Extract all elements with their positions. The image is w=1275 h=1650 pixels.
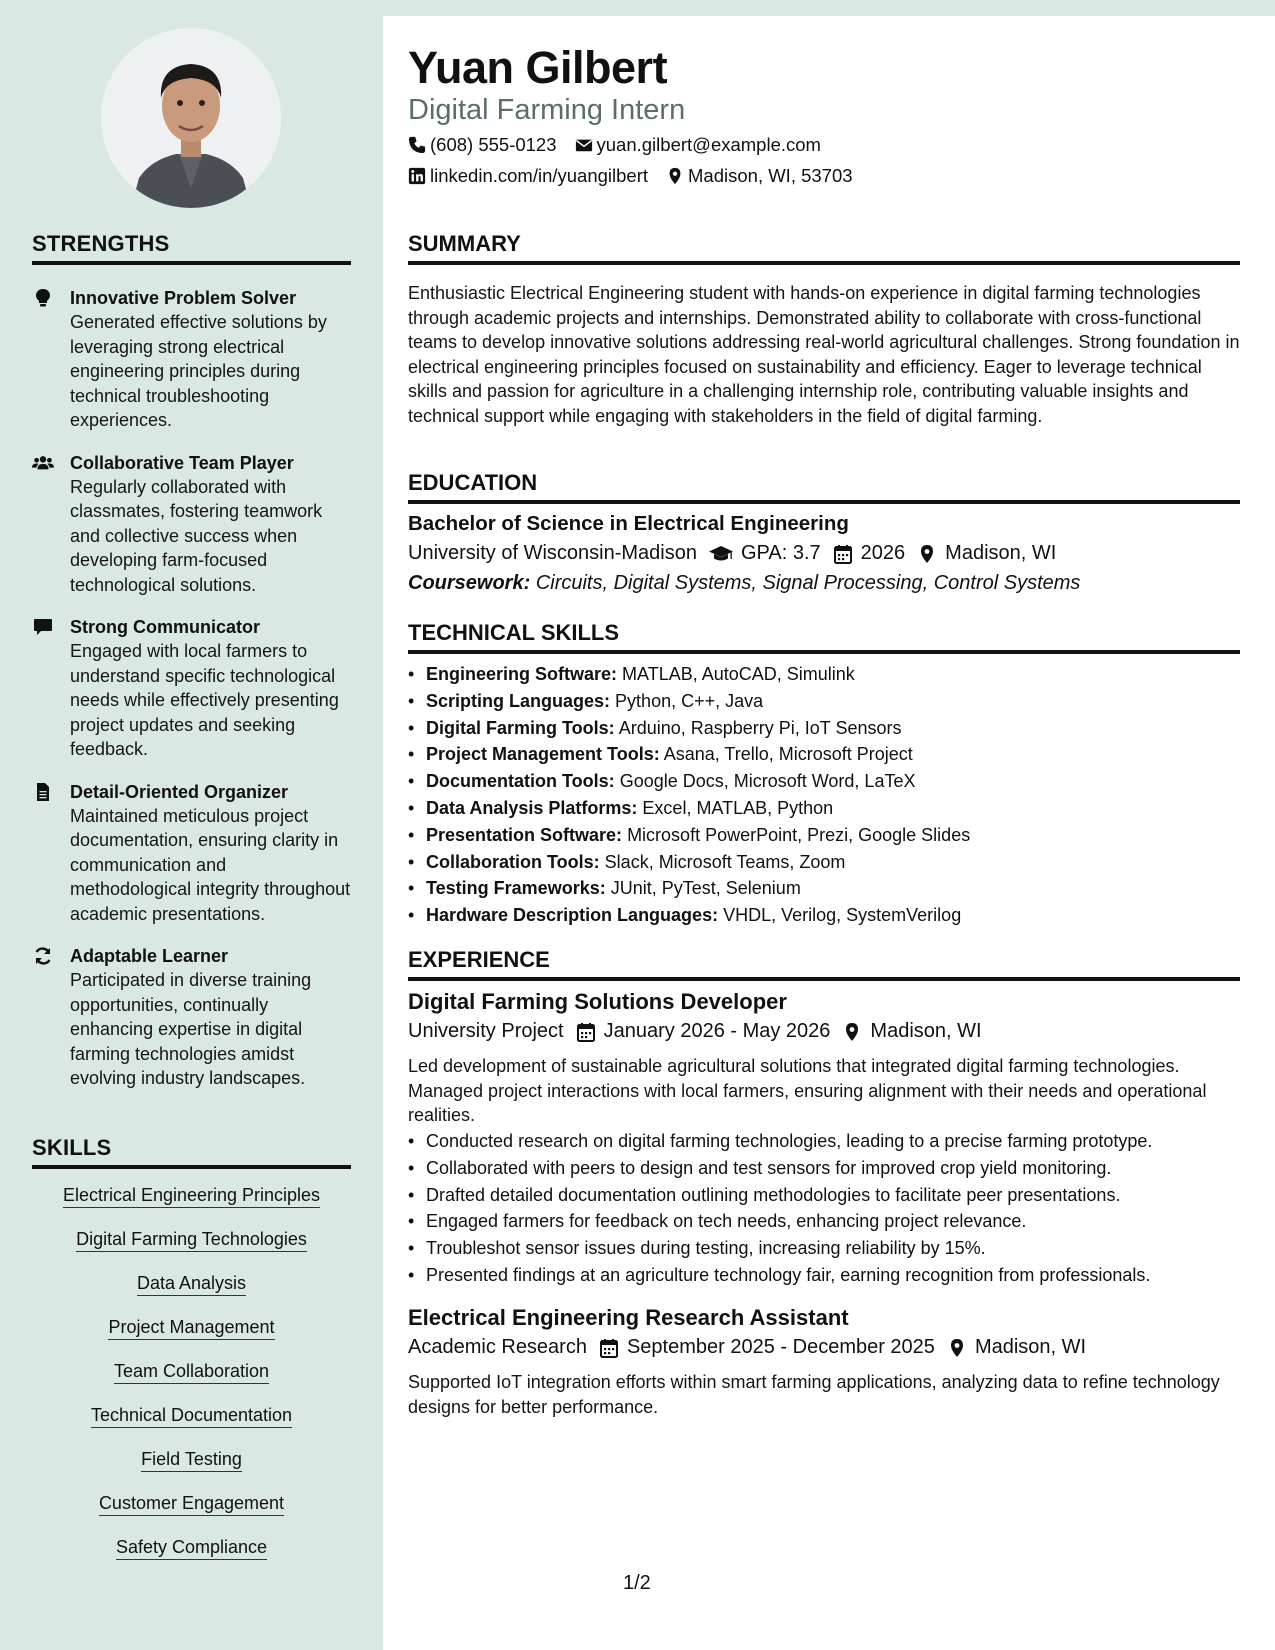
sidebar: [0, 0, 383, 1650]
map-pin-icon: [842, 1022, 862, 1042]
job-org: University Project: [408, 1020, 564, 1042]
strength-description: Generated effective solutions by leveraging strong electrical engineering principles during technical troubleshooting experiences.: [70, 312, 327, 430]
summary-title: SUMMARY: [408, 231, 1240, 265]
job-summary: Supported IoT integration efforts within smart farming applications, analyzing data to refine technology designs for better performance.: [408, 1372, 1220, 1417]
degree: Bachelor of Science in Electrical Engineering: [408, 512, 849, 535]
strength-item: [32, 780, 351, 927]
calendar-icon: [599, 1338, 619, 1358]
page-number: 1/2: [623, 1572, 651, 1594]
job-title: Electrical Engineering Research Assistant: [408, 1305, 849, 1330]
job-bullet: • Engaged farmers for feedback on tech needs, enhancing project relevance.: [408, 1208, 1240, 1235]
email-contact[interactable]: [575, 134, 821, 156]
strength-description: Participated in diverse training opportunities, continually enhancing expertise in digital farming technologies amidst evolving industry landscapes.: [70, 970, 312, 1088]
tech-skill-item: • Digital Farming Tools: Arduino, Raspberry Pi, IoT Sensors: [408, 715, 1240, 742]
skill-tag: Technical Documentation: [91, 1403, 292, 1428]
strength-title: Innovative Problem Solver: [70, 288, 297, 308]
map-pin-icon: [947, 1338, 967, 1358]
strength-title: Detail-Oriented Organizer: [70, 781, 289, 802]
linkedin-contact[interactable]: [408, 165, 648, 187]
strength-item: [32, 944, 351, 1091]
strength-title: Strong Communicator: [70, 617, 261, 637]
contact-row-1: [408, 134, 839, 156]
technical-skills-title: TECHNICAL SKILLS: [408, 620, 1240, 654]
job-dates: September 2025 - December 2025: [626, 1336, 935, 1358]
job-dates-item: [576, 1020, 831, 1043]
tech-skill-item: • Engineering Software: MATLAB, AutoCAD, Simulink: [408, 661, 1240, 688]
edu-location-item: [917, 542, 1056, 565]
envelope-icon: [575, 136, 593, 154]
phone-text: (608) 555-0123: [430, 134, 557, 155]
job-location-item: [947, 1336, 1086, 1359]
strength-description: Regularly collaborated with classmates, fostering teamwork and collective success when developing farm-focused technological solutions.: [70, 476, 323, 595]
job-dates-item: [599, 1336, 935, 1359]
summary-text: Enthusiastic Electrical Engineering student with hands-on experience in digital farming technologies through academic projects and internships. Demonstrated ability to collaborate with cross-functional teams to develop innovative solutions addressing real-world agricultural challenges. Strong foundation in electrical engineering principles focused on sustainability and efficiency. Eager to leverage technical skills and passion for agriculture in a challenging internship role, contributing valuable insights and technical support while engaging with stakeholders in the field of digital farming.: [408, 283, 1240, 426]
job-bullet: • Drafted detailed documentation outlining methodologies to facilitate peer presentations.: [408, 1182, 1240, 1209]
job-bullet: • Presented findings at an agriculture technology fair, earning recognition from professionals.: [408, 1262, 1240, 1289]
tech-skill-item: • Data Analysis Platforms: Excel, MATLAB, Python: [408, 795, 1240, 822]
users-icon: [32, 451, 70, 598]
job-location: Madison, WI: [870, 1020, 982, 1042]
calendar-icon: [833, 544, 853, 564]
tech-skill-item: • Testing Frameworks: JUnit, PyTest, Selenium: [408, 875, 1240, 902]
experience-title: EXPERIENCE: [408, 947, 1240, 981]
skills-title: SKILLS: [32, 1135, 351, 1169]
skill-tag: Field Testing: [141, 1447, 242, 1472]
candidate-name: Yuan Gilbert: [408, 42, 668, 93]
strength-item: [32, 615, 351, 762]
profile-photo: [101, 28, 281, 208]
avatar: [101, 28, 281, 208]
strength-description: Maintained meticulous project documentation, ensuring clarity in communication and methodological integrity throughout academic presentations.: [70, 805, 351, 924]
tech-skill-item: • Scripting Languages: Python, C++, Java: [408, 688, 1240, 715]
strength-item: [32, 286, 351, 433]
tech-skill-item: • Project Management Tools: Asana, Trello, Microsoft Project: [408, 741, 1240, 768]
job-location: Madison, WI: [974, 1336, 1087, 1358]
skill-tag: Electrical Engineering Principles: [63, 1183, 320, 1208]
tech-skill-item: • Collaboration Tools: Slack, Microsoft Teams, Zoom: [408, 849, 1240, 876]
job-bullets: [408, 1128, 1240, 1289]
edu-location-text: Madison, WI: [945, 542, 1057, 564]
linkedin-icon: [408, 167, 426, 185]
tech-skill-item: • Documentation Tools: Google Docs, Microsoft Word, LaTeX: [408, 768, 1240, 795]
strength-item: [32, 451, 351, 598]
education-title: EDUCATION: [408, 470, 1240, 504]
school-name: University of Wisconsin-Madison: [408, 542, 697, 564]
phone-contact[interactable]: [408, 134, 557, 156]
job-bullet: • Collaborated with peers to design and test sensors for improved crop yield monitoring.: [408, 1155, 1240, 1182]
education-meta: [408, 542, 1068, 565]
job-location-item: [842, 1020, 981, 1043]
gpa-text: GPA: 3.7: [740, 542, 821, 564]
technical-skills-list: [408, 661, 1240, 929]
strength-title: Collaborative Team Player: [70, 452, 294, 473]
job-summary: Led development of sustainable agricultural solutions that integrated digital farming technologies. Managed project interactions with local farmers, ensuring alignment with their needs and operational realities.: [408, 1056, 1207, 1125]
job-bullet: • Troubleshot sensor issues during testing, increasing reliability by 15%.: [408, 1235, 1240, 1262]
strengths-list: [32, 286, 351, 1109]
refresh-icon: [32, 944, 70, 1091]
job-title: Digital Farming Solutions Developer: [408, 989, 787, 1014]
strength-description: Engaged with local farmers to understand specific technological needs while effectively presenting project updates and seeking feedback.: [70, 641, 339, 759]
year-text: 2026: [860, 542, 906, 564]
skill-tag: Team Collaboration: [114, 1359, 269, 1384]
coursework-label: Coursework:: [408, 572, 531, 594]
job-meta: [408, 1020, 994, 1043]
candidate-role: Digital Farming Intern: [408, 94, 686, 126]
job-org: Academic Research: [408, 1336, 587, 1358]
skill-tag: Customer Engagement: [99, 1491, 284, 1516]
location-contact: [666, 165, 853, 187]
tech-skill-item: • Presentation Software: Microsoft PowerPoint, Prezi, Google Slides: [408, 822, 1240, 849]
comment-icon: [32, 615, 70, 762]
skill-tag: Data Analysis: [137, 1271, 246, 1296]
coursework-text: Circuits, Digital Systems, Signal Processing, Control Systems: [535, 572, 1081, 594]
skills-list: [32, 1183, 351, 1579]
gpa-item: [709, 542, 821, 565]
coursework: [408, 572, 1080, 595]
skill-tag: Digital Farming Technologies: [76, 1227, 307, 1252]
strengths-title: STRENGTHS: [32, 231, 351, 265]
document-icon: [32, 780, 70, 927]
contact-row-2: [408, 165, 871, 187]
job-meta: [408, 1336, 1098, 1359]
phone-icon: [408, 136, 426, 154]
map-pin-icon: [917, 544, 937, 564]
job-bullet: • Conducted research on digital farming technologies, leading to a precise farming prototype.: [408, 1128, 1240, 1155]
graduation-cap-icon: [709, 544, 733, 564]
location-text: Madison, WI, 53703: [688, 165, 853, 186]
lightbulb-icon: [32, 286, 70, 433]
year-item: [833, 542, 906, 565]
skill-tag: Safety Compliance: [116, 1535, 267, 1560]
linkedin-text: linkedin.com/in/yuangilbert: [430, 165, 649, 186]
job-dates: January 2026 - May 2026: [603, 1020, 831, 1042]
email-text: yuan.gilbert@example.com: [596, 134, 821, 155]
tech-skill-item: • Hardware Description Languages: VHDL, Verilog, SystemVerilog: [408, 902, 1240, 929]
map-pin-icon: [666, 167, 684, 185]
skill-tag: Project Management: [108, 1315, 274, 1340]
strength-title: Adaptable Learner: [70, 946, 229, 966]
calendar-icon: [576, 1022, 596, 1042]
